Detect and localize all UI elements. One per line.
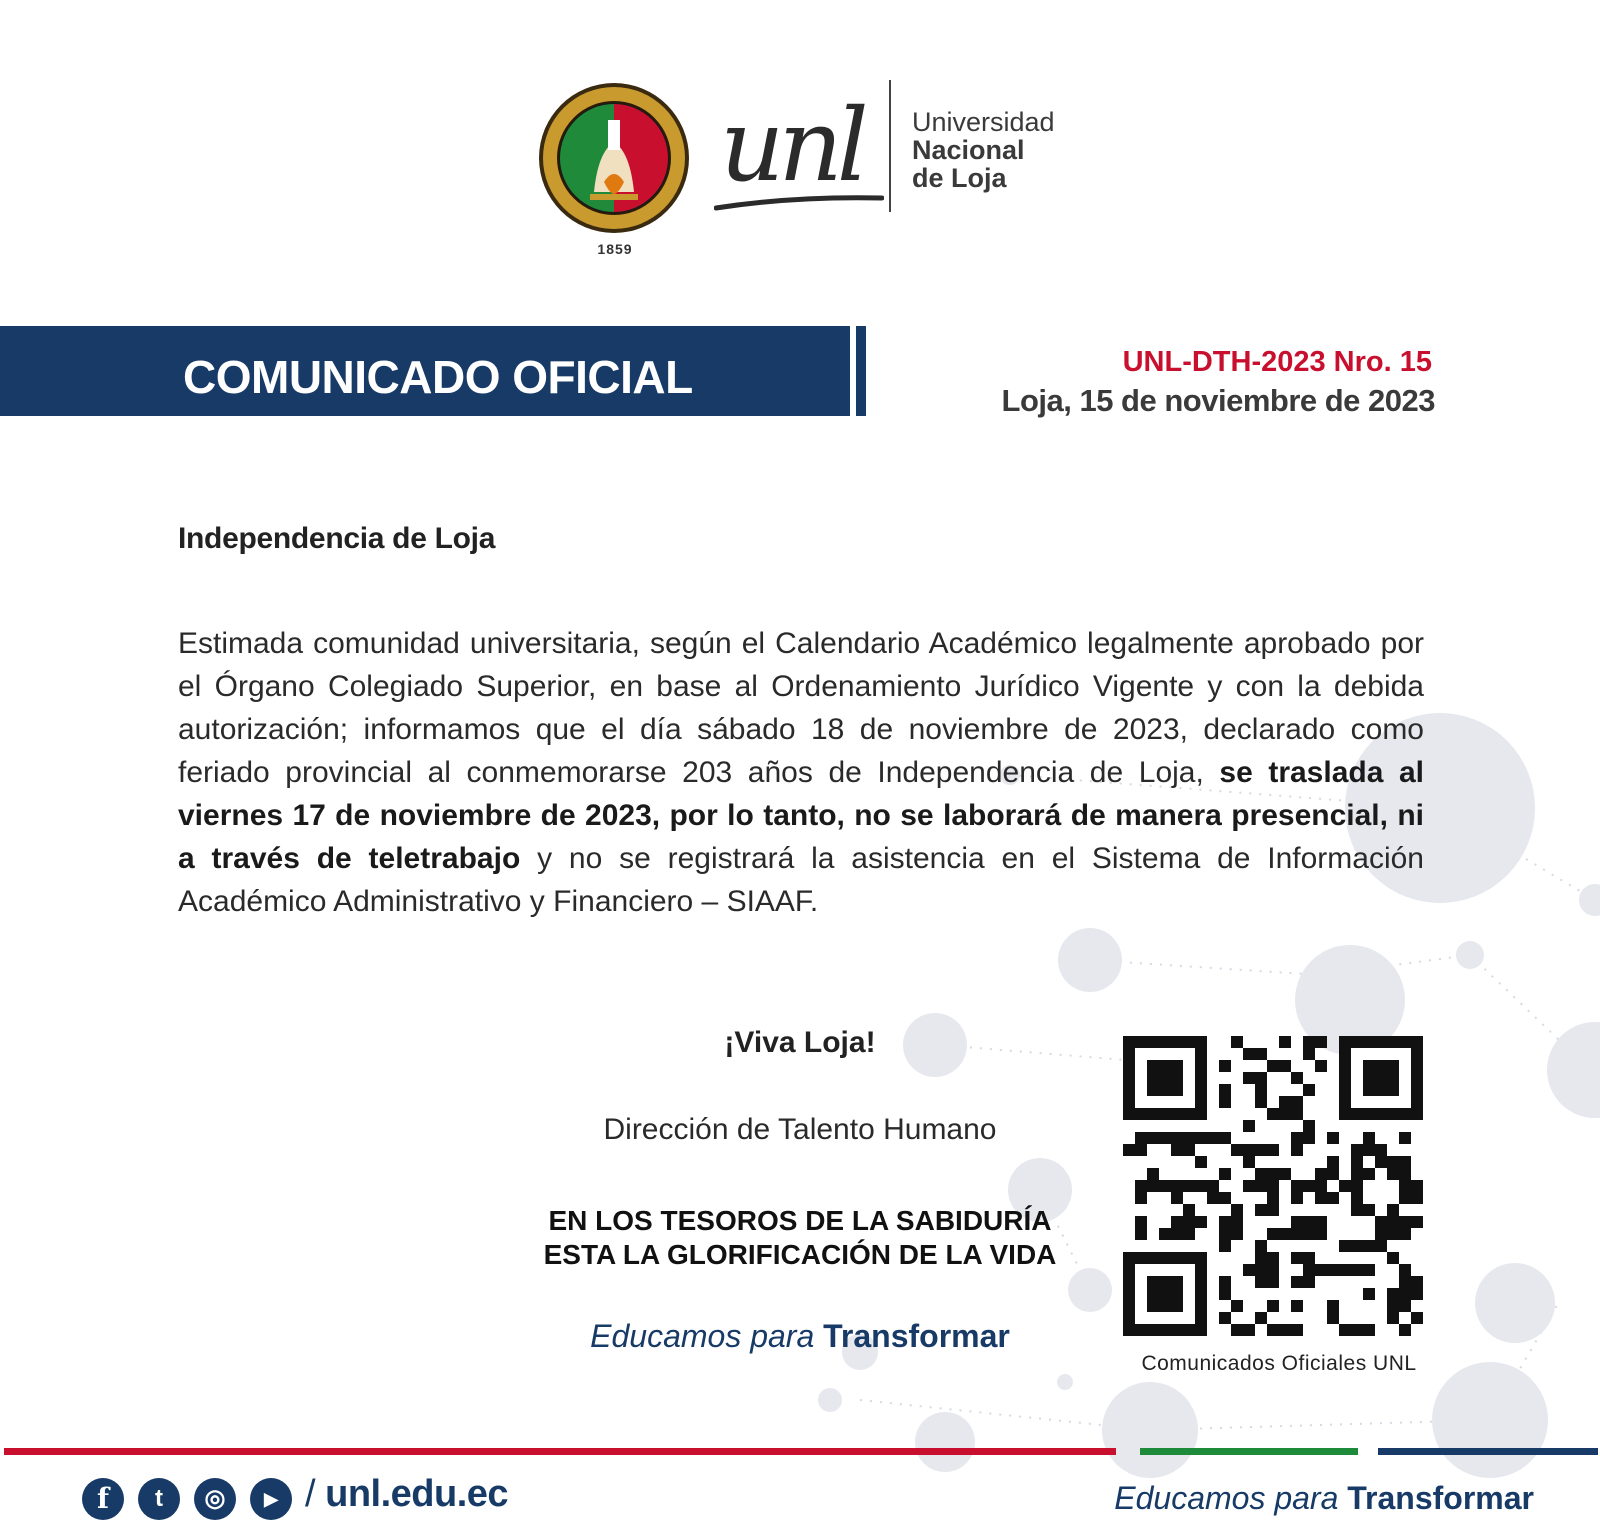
qr-module xyxy=(1147,1180,1159,1192)
qr-module xyxy=(1135,1180,1147,1192)
logo-name-line1: Universidad xyxy=(912,107,1055,137)
qr-module xyxy=(1135,1216,1147,1228)
qr-module xyxy=(1387,1228,1399,1240)
body-text-part2: y no se registrará la asistencia en el Sistema de Información Académico Administrativo y Financiero – SIAAF. xyxy=(178,842,1424,918)
qr-module xyxy=(1255,1252,1267,1264)
qr-module xyxy=(1375,1240,1387,1252)
qr-module xyxy=(1327,1192,1339,1204)
qr-module xyxy=(1291,1228,1303,1240)
university-seal-logo xyxy=(538,82,690,234)
qr-module xyxy=(1363,1240,1375,1252)
qr-module xyxy=(1219,1060,1231,1072)
qr-module xyxy=(1267,1264,1279,1276)
qr-module xyxy=(1219,1096,1231,1108)
svg-text:unl: unl xyxy=(720,88,863,204)
qr-module xyxy=(1183,1204,1195,1216)
qr-module xyxy=(1327,1312,1339,1324)
qr-module xyxy=(1291,1276,1303,1288)
logo-name-line2: Nacional xyxy=(912,135,1025,165)
qr-module xyxy=(1279,1228,1291,1240)
qr-module xyxy=(1219,1312,1231,1324)
qr-module xyxy=(1219,1192,1231,1204)
qr-module xyxy=(1267,1276,1279,1288)
qr-module xyxy=(1219,1276,1231,1288)
qr-module xyxy=(1219,1288,1231,1300)
qr-module xyxy=(1279,1060,1291,1072)
qr-module xyxy=(1195,1180,1207,1192)
qr-module xyxy=(1399,1132,1411,1144)
qr-module xyxy=(1399,1228,1411,1240)
qr-module xyxy=(1351,1180,1363,1192)
qr-module xyxy=(1195,1216,1207,1228)
seal-year: 1859 xyxy=(597,241,633,257)
qr-module xyxy=(1291,1132,1303,1144)
qr-module xyxy=(1399,1324,1411,1336)
instagram-icon[interactable]: ◎ xyxy=(194,1478,236,1520)
title-banner-stripe xyxy=(856,326,866,416)
qr-module xyxy=(1231,1144,1243,1156)
youtube-icon[interactable]: ▶ xyxy=(250,1478,292,1520)
qr-module xyxy=(1291,1216,1303,1228)
qr-module xyxy=(1219,1132,1231,1144)
qr-module xyxy=(1387,1204,1399,1216)
qr-module xyxy=(1411,1276,1423,1288)
qr-module xyxy=(1243,1264,1255,1276)
qr-module xyxy=(1399,1288,1411,1300)
qr-module xyxy=(1207,1180,1219,1192)
qr-module xyxy=(1303,1264,1315,1276)
qr-module xyxy=(1387,1252,1399,1264)
qr-module xyxy=(1375,1216,1387,1228)
qr-module xyxy=(1387,1312,1399,1324)
qr-module xyxy=(1135,1144,1147,1156)
qr-module xyxy=(1255,1264,1267,1276)
qr-module xyxy=(1351,1204,1363,1216)
qr-module xyxy=(1255,1144,1267,1156)
qr-module xyxy=(1171,1228,1183,1240)
qr-module xyxy=(1159,1228,1171,1240)
qr-module xyxy=(1399,1168,1411,1180)
qr-module xyxy=(1411,1180,1423,1192)
qr-module xyxy=(1363,1288,1375,1300)
qr-module xyxy=(1303,1180,1315,1192)
qr-module xyxy=(1255,1204,1267,1216)
qr-finder-pattern xyxy=(1363,1060,1399,1096)
facebook-icon[interactable]: f xyxy=(82,1478,124,1520)
qr-module xyxy=(1375,1144,1387,1156)
qr-module xyxy=(1291,1300,1303,1312)
qr-module xyxy=(1135,1228,1147,1240)
qr-module xyxy=(1399,1300,1411,1312)
qr-module xyxy=(1231,1228,1243,1240)
qr-module xyxy=(1291,1096,1303,1108)
qr-module xyxy=(1351,1144,1363,1156)
qr-module xyxy=(1267,1228,1279,1240)
document-date: Loja, 15 de noviembre de 2023 xyxy=(1001,383,1435,418)
qr-module xyxy=(1291,1324,1303,1336)
qr-module xyxy=(1243,1156,1255,1168)
qr-module xyxy=(1315,1180,1327,1192)
qr-module xyxy=(1291,1252,1303,1264)
qr-module xyxy=(1243,1180,1255,1192)
qr-module xyxy=(1399,1276,1411,1288)
qr-module xyxy=(1327,1156,1339,1168)
qr-module xyxy=(1147,1132,1159,1144)
qr-module xyxy=(1255,1240,1267,1252)
qr-module xyxy=(1279,1096,1291,1108)
qr-module xyxy=(1375,1228,1387,1240)
qr-module xyxy=(1351,1192,1363,1204)
qr-module xyxy=(1171,1216,1183,1228)
qr-module xyxy=(1339,1324,1351,1336)
qr-module xyxy=(1123,1144,1135,1156)
qr-module xyxy=(1267,1204,1279,1216)
qr-module xyxy=(1267,1144,1279,1156)
qr-module xyxy=(1399,1180,1411,1192)
reference-code: UNL-DTH-2023 Nro. 15 xyxy=(1122,346,1432,378)
qr-module xyxy=(1267,1192,1279,1204)
qr-module xyxy=(1399,1216,1411,1228)
qr-module xyxy=(1183,1144,1195,1156)
qr-module xyxy=(1327,1132,1339,1144)
unl-wordmark-logo xyxy=(714,88,884,218)
qr-module xyxy=(1267,1300,1279,1312)
qr-module xyxy=(1171,1144,1183,1156)
qr-module xyxy=(1303,1120,1315,1132)
qr-module xyxy=(1231,1204,1243,1216)
qr-module xyxy=(1171,1180,1183,1192)
qr-caption: Comunicados Oficiales UNL xyxy=(1141,1352,1417,1375)
qr-module xyxy=(1207,1132,1219,1144)
qr-module xyxy=(1231,1216,1243,1228)
qr-module xyxy=(1243,1324,1255,1336)
qr-module xyxy=(1351,1264,1363,1276)
motto-line1: EN LOS TESOROS DE LA SABIDURÍA xyxy=(548,1205,1052,1236)
qr-module xyxy=(1351,1240,1363,1252)
qr-module xyxy=(1195,1156,1207,1168)
qr-code[interactable] xyxy=(1123,1036,1423,1336)
qr-module xyxy=(1315,1216,1327,1228)
qr-module xyxy=(1135,1192,1147,1204)
qr-module xyxy=(1267,1252,1279,1264)
qr-module xyxy=(1363,1204,1375,1216)
department-signature: Dirección de Talento Humano xyxy=(603,1113,997,1146)
qr-module xyxy=(1267,1180,1279,1192)
qr-module xyxy=(1183,1216,1195,1228)
qr-module xyxy=(1183,1132,1195,1144)
qr-module xyxy=(1339,1240,1351,1252)
qr-module xyxy=(1387,1216,1399,1228)
qr-module xyxy=(1219,1240,1231,1252)
qr-module xyxy=(1255,1084,1267,1096)
qr-module xyxy=(1351,1156,1363,1168)
footer-slogan xyxy=(1114,1480,1534,1517)
qr-module xyxy=(1327,1300,1339,1312)
qr-module xyxy=(1147,1168,1159,1180)
qr-module xyxy=(1279,1324,1291,1336)
qr-module xyxy=(1303,1276,1315,1288)
qr-module xyxy=(1315,1192,1327,1204)
website-url: unl.edu.ec xyxy=(325,1473,509,1515)
qr-module xyxy=(1315,1168,1327,1180)
qr-module xyxy=(1207,1192,1219,1204)
qr-module xyxy=(1243,1048,1255,1060)
qr-module xyxy=(1291,1108,1303,1120)
qr-module xyxy=(1411,1288,1423,1300)
qr-module xyxy=(1255,1180,1267,1192)
motto-line2: ESTA LA GLORIFICACIÓN DE LA VIDA xyxy=(543,1239,1057,1270)
footer-line-red xyxy=(4,1448,1116,1455)
subject-heading: Independencia de Loja xyxy=(178,522,496,555)
page-title: COMUNICADO OFICIAL xyxy=(183,351,693,403)
qr-module xyxy=(1267,1168,1279,1180)
qr-module xyxy=(1231,1324,1243,1336)
qr-module xyxy=(1303,1048,1315,1060)
qr-module xyxy=(1315,1036,1327,1048)
qr-module xyxy=(1411,1192,1423,1204)
qr-module xyxy=(1303,1228,1315,1240)
qr-module xyxy=(1303,1252,1315,1264)
footer-line-green xyxy=(1140,1448,1358,1455)
qr-module xyxy=(1291,1072,1303,1084)
qr-module xyxy=(1267,1324,1279,1336)
qr-module xyxy=(1315,1264,1327,1276)
qr-module xyxy=(1255,1312,1267,1324)
qr-module xyxy=(1327,1264,1339,1276)
qr-module xyxy=(1219,1168,1231,1180)
qr-module xyxy=(1255,1168,1267,1180)
footer-slogan-bold: Transformar xyxy=(1347,1480,1534,1516)
body-text-bold: se traslada al viernes 17 de noviembre de 2023, por lo tanto, no se laborará de manera presencial, ni a través de teletrabajo xyxy=(178,756,1424,875)
qr-module xyxy=(1303,1036,1315,1048)
qr-module xyxy=(1243,1120,1255,1132)
qr-module xyxy=(1363,1324,1375,1336)
qr-module xyxy=(1279,1168,1291,1180)
website-slash: / xyxy=(305,1473,316,1515)
slogan-bold: Transformar xyxy=(823,1318,1010,1354)
qr-module xyxy=(1411,1312,1423,1324)
body-paragraph xyxy=(178,622,1424,923)
qr-module xyxy=(1303,1132,1315,1144)
qr-module xyxy=(1327,1168,1339,1180)
qr-module xyxy=(1243,1072,1255,1084)
qr-module xyxy=(1363,1264,1375,1276)
qr-module xyxy=(1255,1048,1267,1060)
qr-module xyxy=(1363,1132,1375,1144)
qr-module xyxy=(1387,1288,1399,1300)
qr-module xyxy=(1291,1180,1303,1192)
qr-module xyxy=(1267,1060,1279,1072)
qr-module xyxy=(1303,1084,1315,1096)
qr-module xyxy=(1219,1228,1231,1240)
qr-module xyxy=(1255,1276,1267,1288)
qr-module xyxy=(1375,1156,1387,1168)
logo-divider xyxy=(889,80,891,212)
qr-finder-pattern xyxy=(1147,1060,1183,1096)
footer-line-blue xyxy=(1378,1448,1598,1455)
qr-module xyxy=(1351,1324,1363,1336)
qr-module xyxy=(1255,1096,1267,1108)
qr-module xyxy=(1399,1264,1411,1276)
qr-module xyxy=(1159,1180,1171,1192)
qr-module xyxy=(1243,1144,1255,1156)
qr-module xyxy=(1231,1300,1243,1312)
qr-module xyxy=(1183,1228,1195,1240)
closing-slogan xyxy=(520,1318,1080,1355)
qr-module xyxy=(1339,1180,1351,1192)
qr-module xyxy=(1315,1060,1327,1072)
qr-module xyxy=(1363,1168,1375,1180)
footer-slogan-italic: Educamos para xyxy=(1114,1480,1339,1516)
qr-module xyxy=(1183,1180,1195,1192)
qr-module xyxy=(1363,1144,1375,1156)
slogan-italic: Educamos para xyxy=(590,1318,815,1354)
body-text-part1: Estimada comunidad universitaria, según el Calendario Académico legalmente aprobado por el Órgano Colegiado Superior, en base al Ordenamiento Jurídico Vigente y con la debida autorización; informamos que el día sábado 18 de noviembre de 2023, declarado como feriado provincial al conmemorarse 203 años de Independencia de Loja, xyxy=(178,627,1424,789)
qr-module xyxy=(1351,1168,1363,1180)
qr-module xyxy=(1387,1168,1399,1180)
logo-name-line3: de Loja xyxy=(912,163,1007,193)
qr-module xyxy=(1399,1156,1411,1168)
qr-module xyxy=(1315,1228,1327,1240)
qr-module xyxy=(1303,1216,1315,1228)
qr-module xyxy=(1387,1300,1399,1312)
website-link[interactable] xyxy=(305,1473,508,1516)
qr-module xyxy=(1291,1192,1303,1204)
qr-module xyxy=(1291,1144,1303,1156)
qr-module xyxy=(1279,1036,1291,1048)
qr-module xyxy=(1267,1108,1279,1120)
qr-module xyxy=(1399,1192,1411,1204)
closing-exclamation: ¡Viva Loja! xyxy=(724,1026,876,1059)
university-motto xyxy=(520,1204,1080,1272)
qr-module xyxy=(1339,1264,1351,1276)
qr-module xyxy=(1219,1216,1231,1228)
qr-module xyxy=(1279,1108,1291,1120)
qr-module xyxy=(1219,1084,1231,1096)
qr-module xyxy=(1171,1132,1183,1144)
qr-module xyxy=(1255,1072,1267,1084)
qr-module xyxy=(1195,1132,1207,1144)
qr-module xyxy=(1159,1132,1171,1144)
qr-module xyxy=(1135,1132,1147,1144)
qr-module xyxy=(1171,1192,1183,1204)
twitter-icon[interactable]: t xyxy=(138,1478,180,1520)
qr-finder-pattern xyxy=(1147,1276,1183,1312)
qr-module xyxy=(1411,1216,1423,1228)
qr-module xyxy=(1231,1036,1243,1048)
qr-module xyxy=(1387,1156,1399,1168)
